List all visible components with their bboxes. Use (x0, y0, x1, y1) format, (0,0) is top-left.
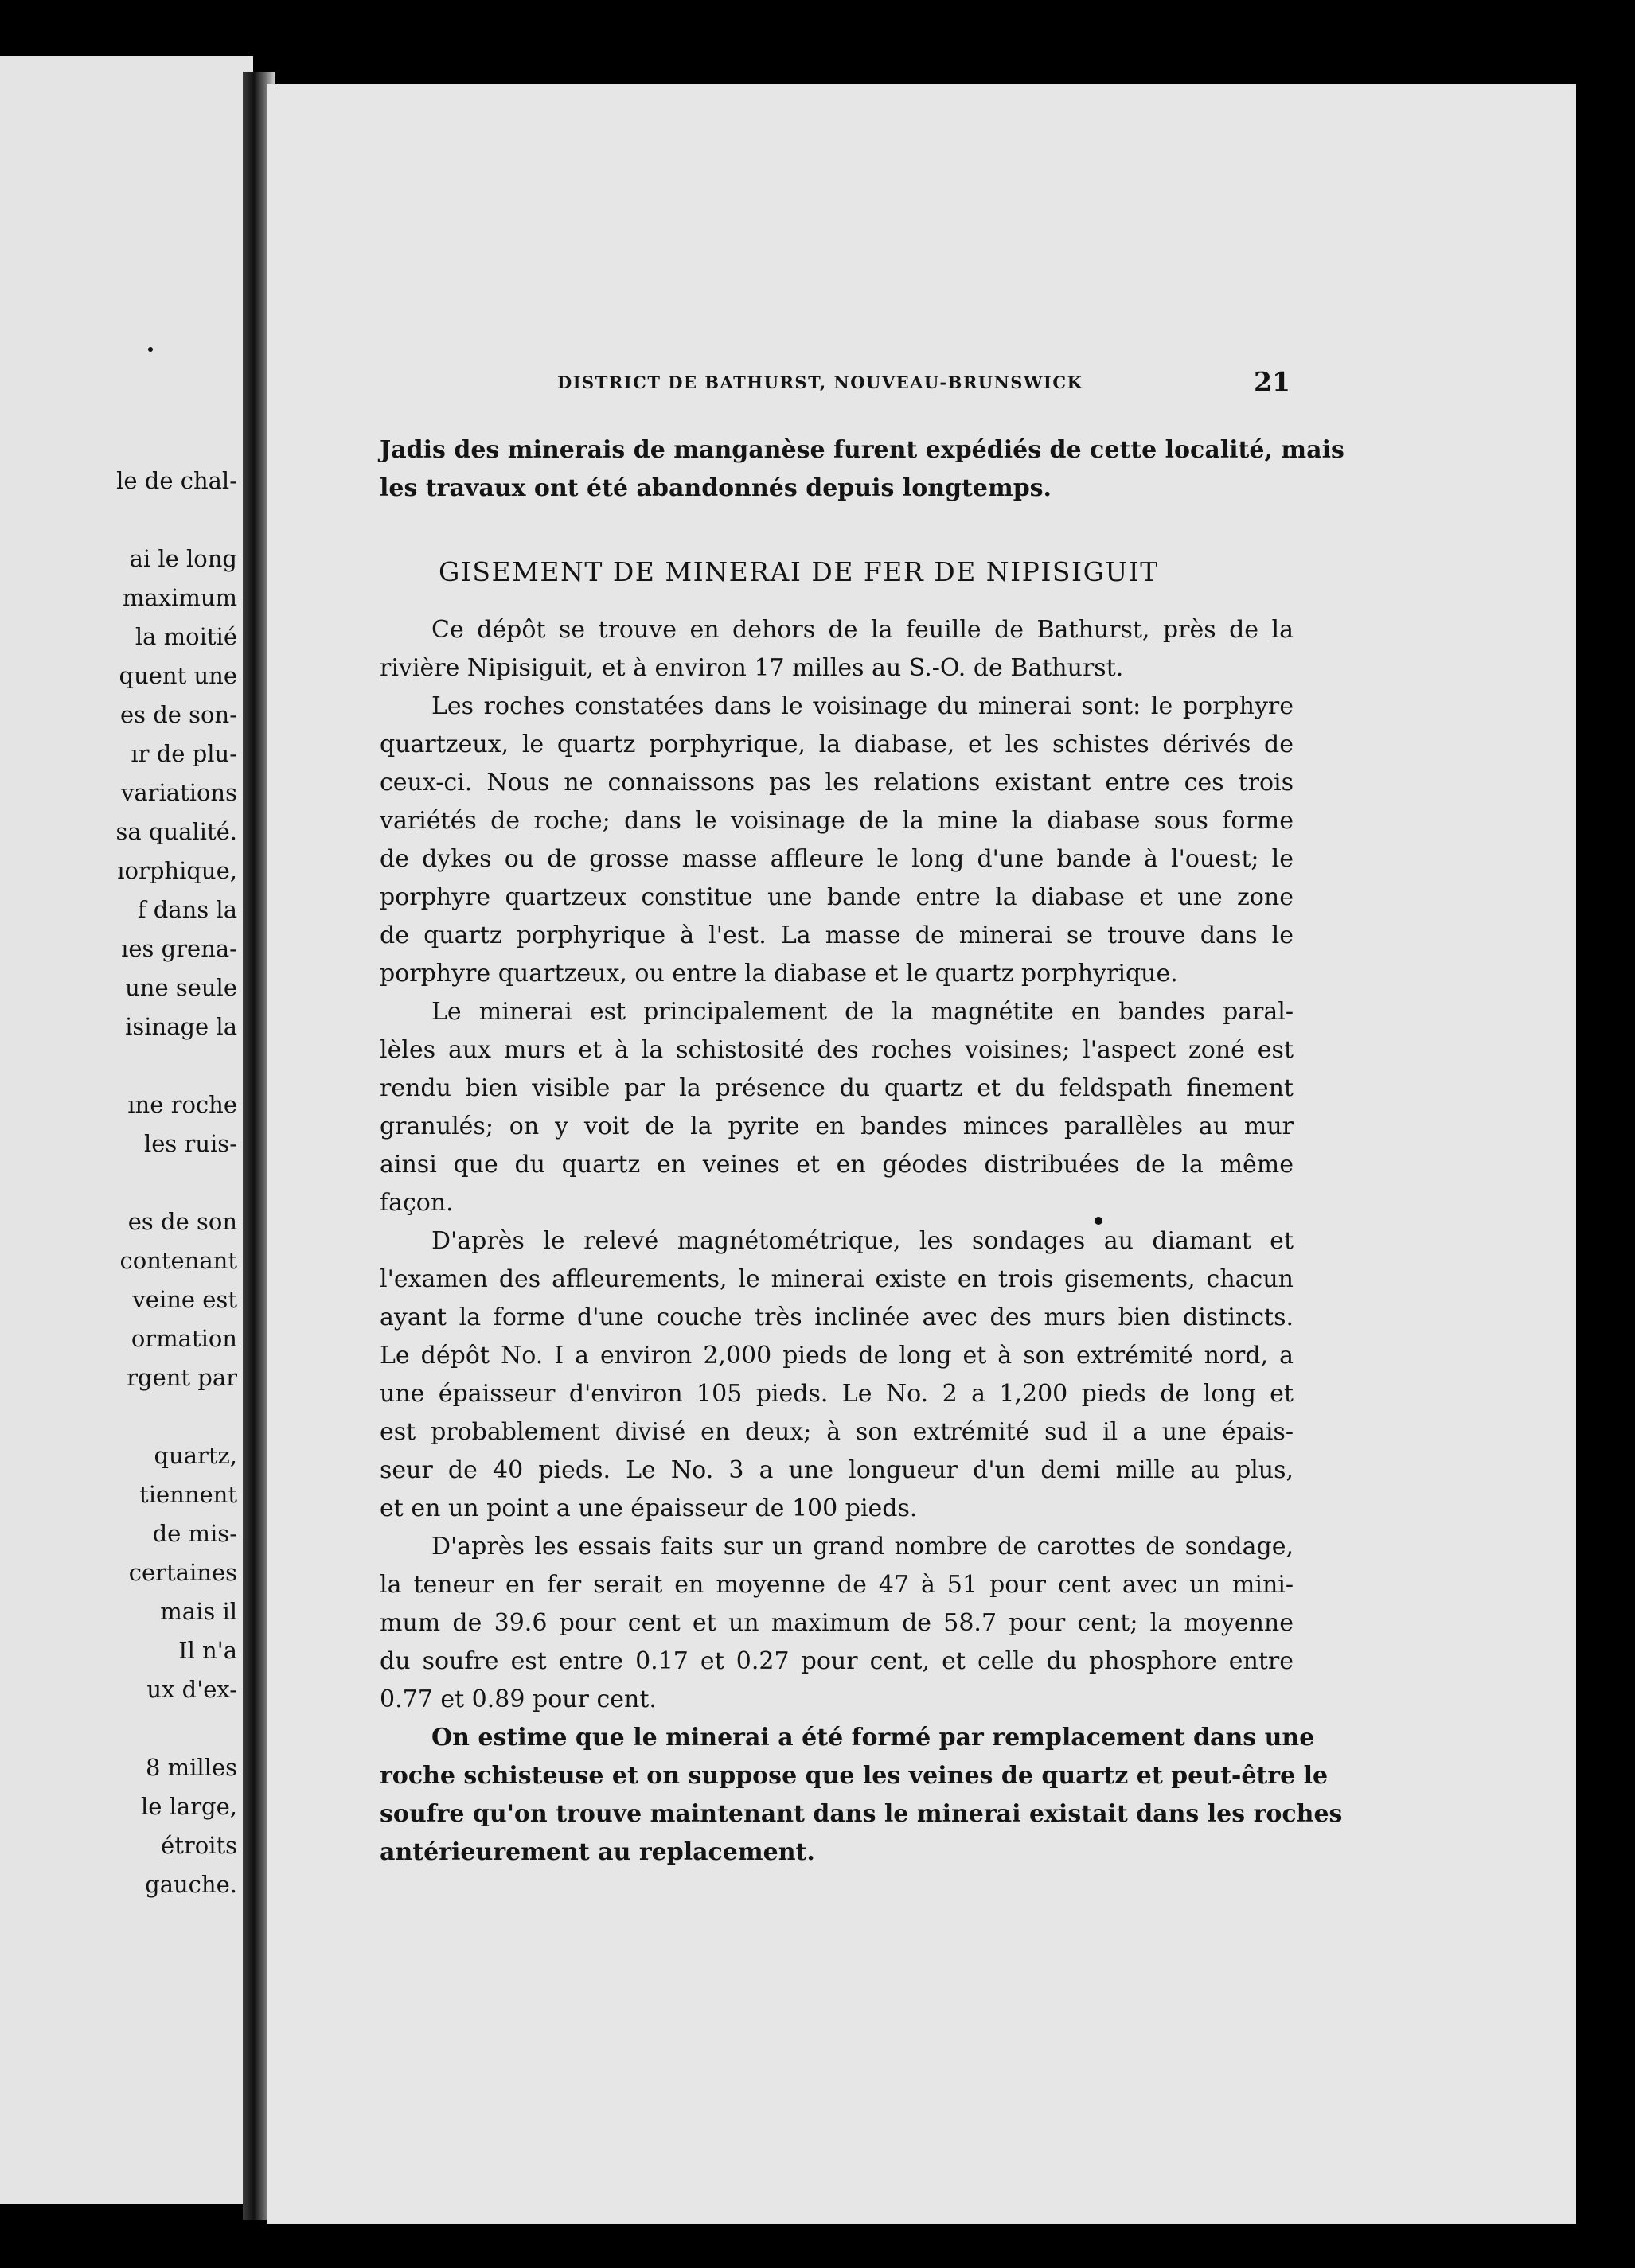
text-line: Le minerai est principalement de la magnétite en bandes paral- (431, 998, 1294, 1026)
left-fragment-line: ux d'ex- (146, 1676, 237, 1703)
text-line: On estime que le minerai a été formé par remplacement dans une (431, 1724, 1315, 1752)
text-line: granulés; on y voit de la pyrite en bandes minces parallèles au mur (380, 1113, 1294, 1140)
left-fragment-line: la moitié (135, 623, 237, 650)
text-line: Les roches constatées dans le voisinage du minerai sont: le porphyre (431, 692, 1294, 720)
text-line: est probablement divisé en deux; à son extrémité sud il a une épais- (380, 1418, 1294, 1446)
left-fragment-line: quent une (119, 662, 237, 689)
left-fragment-line: le de chal- (116, 467, 237, 494)
text-line: quartzeux, le quartz porphyrique, la diabase, et les schistes dérivés de (380, 731, 1294, 758)
left-fragment-line: 8 milles (145, 1754, 237, 1781)
text-line: du soufre est entre 0.17 et 0.27 pour cent, et celle du phosphore entre (380, 1647, 1294, 1675)
text-line: ayant la forme d'une couche très inclinée avec des murs bien distincts. (380, 1304, 1294, 1331)
left-fragment-line: quartz, (154, 1442, 237, 1469)
text-line: roche schisteuse et on suppose que les veines de quartz et peut-être le (380, 1762, 1329, 1790)
text-line: Le dépôt No. I a environ 2,000 pieds de long et à son extrémité nord, a (380, 1342, 1294, 1370)
left-fragment-line: sa qualité. (115, 818, 237, 845)
ink-speck (1095, 1217, 1102, 1225)
left-fragment-line: mais il (160, 1598, 237, 1625)
left-fragment-line: veine est (132, 1286, 237, 1313)
section-heading: GISEMENT DE MINERAI DE FER DE NIPISIGUIT (439, 556, 1159, 587)
speck-mark (148, 347, 153, 352)
left-fragment-line: rgent par (127, 1364, 237, 1391)
left-fragment-line: ai le long (129, 545, 237, 572)
text-line: les travaux ont été abandonnés depuis longtemps. (380, 474, 1052, 502)
text-line: rivière Nipisiguit, et à environ 17 milles au S.-O. de Bathurst. (380, 654, 1124, 682)
text-line: et en un point a une épaisseur de 100 pieds. (380, 1494, 918, 1522)
text-line: mum de 39.6 pour cent et un maximum de 58.7 pour cent; la moyenne (380, 1609, 1294, 1637)
text-line: Ce dépôt se trouve en dehors de la feuille de Bathurst, près de la (431, 616, 1294, 644)
text-line: ceux-ci. Nous ne connaissons pas les relations existant entre ces trois (380, 769, 1294, 797)
text-line: D'après les essais faits sur un grand nombre de carottes de sondage, (431, 1533, 1294, 1561)
left-fragment-line: ıne roche (127, 1091, 237, 1118)
text-line: D'après le relevé magnétométrique, les sondages au diamant et (431, 1227, 1294, 1255)
left-fragment-line: variations (120, 779, 237, 806)
left-fragment-line: étroits (161, 1832, 237, 1859)
text-line: de dykes ou de grosse masse affleure le long d'une bande à l'ouest; le (380, 845, 1294, 873)
left-fragment-line: gauche. (145, 1871, 237, 1898)
left-fragment-line: certaines (128, 1559, 237, 1586)
text-line: lèles aux murs et à la schistosité des roches voisines; l'aspect zoné est (380, 1036, 1294, 1064)
left-fragment-line: tiennent (139, 1481, 237, 1508)
text-line: seur de 40 pieds. Le No. 3 a une longueur d'un demi mille au plus, (380, 1456, 1294, 1484)
left-fragment-line: es de son- (119, 701, 237, 728)
text-line: façon. (380, 1189, 454, 1217)
left-fragment-line: isinage la (125, 1013, 237, 1040)
previous-page-fragment (0, 56, 253, 2204)
document-page (267, 84, 1576, 2224)
text-line: soufre qu'on trouve maintenant dans le minerai existait dans les roches (380, 1800, 1343, 1828)
text-line: porphyre quartzeux constitue une bande entre la diabase et une zone (380, 883, 1294, 911)
left-fragment-line: ormation (131, 1325, 237, 1352)
left-fragment-line: les ruis- (143, 1130, 237, 1157)
left-fragment-line: Il n'a (178, 1637, 237, 1664)
text-line: Jadis des minerais de manganèse furent expédiés de cette localité, mais (380, 436, 1344, 464)
running-head: DISTRICT DE BATHURST, NOUVEAU-BRUNSWICK (557, 372, 1083, 392)
text-line: ainsi que du quartz en veines et en géodes distribuées de la même (380, 1151, 1294, 1179)
left-fragment-line: maximum (122, 584, 237, 611)
left-fragment-line: ır de plu- (131, 740, 237, 767)
text-line: de quartz porphyrique à l'est. La masse de minerai se trouve dans le (380, 922, 1294, 949)
text-line: l'examen des affleurements, le minerai existe en trois gisements, chacun (380, 1265, 1294, 1293)
left-fragment-line: f dans la (137, 896, 237, 923)
left-fragment-line: de mis- (152, 1520, 237, 1547)
left-fragment-line: le large, (140, 1793, 237, 1820)
left-fragment-line: ıorphique, (117, 857, 237, 884)
page-number: 21 (1254, 366, 1290, 397)
text-line: porphyre quartzeux, ou entre la diabase et le quartz porphyrique. (380, 960, 1178, 988)
text-line: 0.77 et 0.89 pour cent. (380, 1685, 657, 1713)
left-fragment-line: contenant (119, 1247, 237, 1274)
left-fragment-line: ıes grena- (121, 935, 237, 962)
left-fragment-line: es de son (127, 1208, 237, 1235)
text-line: antérieurement au replacement. (380, 1838, 815, 1866)
text-line: variétés de roche; dans le voisinage de la mine la diabase sous forme (380, 807, 1294, 835)
text-line: une épaisseur d'environ 105 pieds. Le No. 2 a 1,200 pieds de long et (380, 1380, 1294, 1408)
text-line: la teneur en fer serait en moyenne de 47 à 51 pour cent avec un mini- (380, 1571, 1294, 1599)
left-fragment-line: une seule (125, 974, 237, 1001)
text-line: rendu bien visible par la présence du quartz et du feldspath finement (380, 1074, 1294, 1102)
